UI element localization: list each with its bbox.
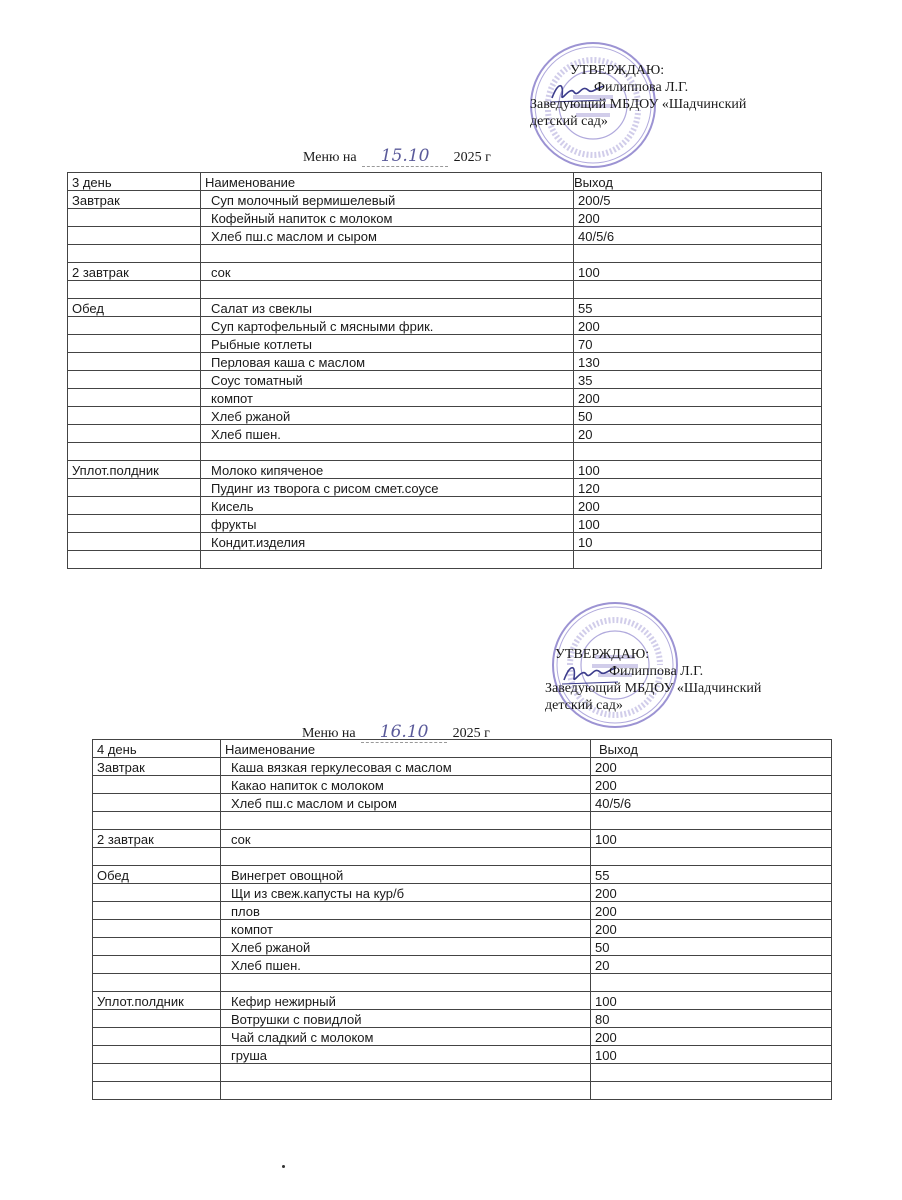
cell-dish bbox=[221, 1064, 591, 1082]
cell-dish bbox=[201, 245, 574, 263]
table-row bbox=[68, 425, 822, 443]
table-row bbox=[93, 830, 832, 848]
cell-meal bbox=[68, 281, 201, 299]
table-row bbox=[93, 794, 832, 812]
cell-output: 100 bbox=[591, 1046, 832, 1064]
cell-output: 200/5 bbox=[574, 191, 822, 209]
table-row bbox=[93, 920, 832, 938]
cell-meal: Обед bbox=[68, 299, 201, 317]
cell-dish bbox=[201, 443, 574, 461]
cell-meal bbox=[93, 884, 221, 902]
cell-output: 200 bbox=[591, 902, 832, 920]
cell-output: 200 bbox=[574, 497, 822, 515]
table-row bbox=[68, 461, 822, 479]
cell-dish: сок bbox=[201, 263, 574, 281]
approval-position-line2: детский сад» bbox=[530, 114, 608, 129]
table-header bbox=[68, 173, 822, 191]
cell-dish: Какао напиток с молоком bbox=[221, 776, 591, 794]
cell-dish: фрукты bbox=[201, 515, 574, 533]
cell-meal bbox=[93, 848, 221, 866]
table-row bbox=[68, 371, 822, 389]
cell-output bbox=[591, 812, 832, 830]
cell-meal bbox=[93, 794, 221, 812]
cell-output bbox=[591, 1064, 832, 1082]
cell-meal bbox=[68, 209, 201, 227]
approval-signer: Филиппова Л.Г. bbox=[609, 664, 704, 679]
cell-dish bbox=[221, 974, 591, 992]
table-row bbox=[93, 956, 832, 974]
cell-meal: Уплот.полдник bbox=[68, 461, 201, 479]
table-row bbox=[68, 209, 822, 227]
table-row bbox=[68, 515, 822, 533]
table-row bbox=[93, 1064, 832, 1082]
table-row bbox=[68, 281, 822, 299]
approval-block-1 bbox=[530, 62, 746, 130]
header-name: Наименование bbox=[201, 173, 574, 191]
cell-meal: Обед bbox=[93, 866, 221, 884]
cell-meal: 2 завтрак bbox=[68, 263, 201, 281]
cell-meal bbox=[68, 533, 201, 551]
menu-prefix: Меню на bbox=[302, 726, 356, 741]
table-row bbox=[68, 353, 822, 371]
cell-output bbox=[591, 848, 832, 866]
table-row bbox=[93, 848, 832, 866]
table-row bbox=[68, 479, 822, 497]
table-row bbox=[68, 245, 822, 263]
cell-dish: компот bbox=[201, 389, 574, 407]
table-row bbox=[93, 1010, 832, 1028]
table-row bbox=[68, 407, 822, 425]
table-header bbox=[93, 740, 832, 758]
cell-output: 35 bbox=[574, 371, 822, 389]
cell-meal bbox=[68, 335, 201, 353]
cell-meal bbox=[93, 938, 221, 956]
cell-output: 50 bbox=[591, 938, 832, 956]
cell-output: 200 bbox=[591, 776, 832, 794]
cell-dish bbox=[201, 281, 574, 299]
cell-meal: Завтрак bbox=[68, 191, 201, 209]
table-row bbox=[68, 317, 822, 335]
cell-output: 120 bbox=[574, 479, 822, 497]
table-row bbox=[68, 299, 822, 317]
table-row bbox=[93, 884, 832, 902]
cell-output: 200 bbox=[574, 317, 822, 335]
cell-output bbox=[574, 551, 822, 569]
cell-meal bbox=[68, 407, 201, 425]
cell-dish: сок bbox=[221, 830, 591, 848]
table-row bbox=[93, 992, 832, 1010]
cell-output bbox=[591, 974, 832, 992]
cell-meal: 2 завтрак bbox=[93, 830, 221, 848]
cell-dish: Хлеб пшен. bbox=[201, 425, 574, 443]
table-row bbox=[93, 974, 832, 992]
menu-title-1 bbox=[303, 146, 491, 167]
cell-dish: Кефир нежирный bbox=[221, 992, 591, 1010]
menu-date: 16.10 bbox=[361, 722, 447, 743]
table-row bbox=[68, 551, 822, 569]
cell-output: 100 bbox=[591, 830, 832, 848]
table-row bbox=[68, 497, 822, 515]
cell-dish bbox=[221, 812, 591, 830]
approval-title: УТВЕРЖДАЮ: bbox=[555, 647, 650, 662]
table-row bbox=[93, 758, 832, 776]
cell-output: 55 bbox=[574, 299, 822, 317]
cell-output: 200 bbox=[591, 920, 832, 938]
table-row bbox=[68, 335, 822, 353]
header-name: Наименование bbox=[221, 740, 591, 758]
table-row bbox=[68, 263, 822, 281]
cell-dish bbox=[221, 1082, 591, 1100]
cell-dish: Салат из свеклы bbox=[201, 299, 574, 317]
cell-output bbox=[574, 443, 822, 461]
cell-dish: Соус томатный bbox=[201, 371, 574, 389]
cell-meal bbox=[93, 1028, 221, 1046]
cell-meal bbox=[68, 317, 201, 335]
cell-output: 100 bbox=[574, 263, 822, 281]
table-row bbox=[68, 443, 822, 461]
cell-dish: Кофейный напиток с молоком bbox=[201, 209, 574, 227]
cell-meal bbox=[68, 515, 201, 533]
cell-meal bbox=[93, 974, 221, 992]
cell-output: 20 bbox=[574, 425, 822, 443]
table-row bbox=[93, 1046, 832, 1064]
approval-block-2 bbox=[545, 646, 761, 714]
cell-output: 55 bbox=[591, 866, 832, 884]
cell-meal bbox=[68, 371, 201, 389]
cell-dish: Хлеб пшен. bbox=[221, 956, 591, 974]
table-row bbox=[68, 191, 822, 209]
cell-meal bbox=[68, 389, 201, 407]
cell-output: 100 bbox=[574, 461, 822, 479]
header-day: 4 день bbox=[93, 740, 221, 758]
menu-year: 2025 г bbox=[452, 726, 490, 741]
cell-meal: Завтрак bbox=[93, 758, 221, 776]
cell-output: 200 bbox=[591, 758, 832, 776]
cell-dish: Хлеб ржаной bbox=[221, 938, 591, 956]
cell-dish: плов bbox=[221, 902, 591, 920]
cell-dish: Щи из свеж.капусты на кур/б bbox=[221, 884, 591, 902]
table-row bbox=[93, 776, 832, 794]
cell-dish: Молоко кипяченое bbox=[201, 461, 574, 479]
table-row bbox=[93, 902, 832, 920]
cell-meal bbox=[68, 425, 201, 443]
table-row bbox=[93, 938, 832, 956]
cell-output: 100 bbox=[574, 515, 822, 533]
cell-dish: Винегрет овощной bbox=[221, 866, 591, 884]
cell-dish: Каша вязкая геркулесовая с маслом bbox=[221, 758, 591, 776]
cell-meal bbox=[68, 497, 201, 515]
cell-meal bbox=[68, 245, 201, 263]
cell-dish bbox=[221, 848, 591, 866]
cell-output: 200 bbox=[591, 1028, 832, 1046]
cell-output: 200 bbox=[574, 209, 822, 227]
cell-output: 70 bbox=[574, 335, 822, 353]
cell-output: 200 bbox=[574, 389, 822, 407]
cell-dish bbox=[201, 551, 574, 569]
header-output: Выход bbox=[591, 740, 832, 758]
cell-meal bbox=[93, 920, 221, 938]
cell-output: 130 bbox=[574, 353, 822, 371]
cell-dish: Хлеб пш.с маслом и сыром bbox=[221, 794, 591, 812]
cell-dish: Перловая каша с маслом bbox=[201, 353, 574, 371]
cell-meal bbox=[93, 1010, 221, 1028]
approval-title: УТВЕРЖДАЮ: bbox=[570, 63, 665, 78]
cell-dish: груша bbox=[221, 1046, 591, 1064]
cell-meal bbox=[68, 443, 201, 461]
cell-dish: Суп картофельный с мясными фрик. bbox=[201, 317, 574, 335]
cell-dish: компот bbox=[221, 920, 591, 938]
approval-signer: Филиппова Л.Г. bbox=[594, 80, 689, 95]
menu-year: 2025 г bbox=[453, 150, 491, 165]
cell-output: 40/5/6 bbox=[574, 227, 822, 245]
cell-output: 80 bbox=[591, 1010, 832, 1028]
cell-output bbox=[591, 1082, 832, 1100]
cell-meal bbox=[68, 551, 201, 569]
approval-position: Заведующий МБДОУ «Шадчинский bbox=[530, 97, 747, 112]
header-day: 3 день bbox=[68, 173, 201, 191]
table-row bbox=[93, 812, 832, 830]
cell-meal bbox=[68, 227, 201, 245]
cell-meal bbox=[93, 776, 221, 794]
approval-position-line2: детский сад» bbox=[545, 698, 623, 713]
cell-meal bbox=[68, 353, 201, 371]
cell-dish: Хлеб пш.с маслом и сыром bbox=[201, 227, 574, 245]
cell-meal bbox=[93, 812, 221, 830]
cell-meal bbox=[93, 1082, 221, 1100]
cell-dish: Рыбные котлеты bbox=[201, 335, 574, 353]
cell-dish: Хлеб ржаной bbox=[201, 407, 574, 425]
menu-table-day-4 bbox=[92, 739, 832, 1100]
cell-output: 200 bbox=[591, 884, 832, 902]
table-row bbox=[93, 866, 832, 884]
cell-dish: Кисель bbox=[201, 497, 574, 515]
cell-output: 40/5/6 bbox=[591, 794, 832, 812]
cell-output: 50 bbox=[574, 407, 822, 425]
cell-meal bbox=[93, 956, 221, 974]
menu-prefix: Меню на bbox=[303, 150, 357, 165]
cell-meal: Уплот.полдник bbox=[93, 992, 221, 1010]
approval-position: Заведующий МБДОУ «Шадчинский bbox=[545, 681, 762, 696]
cell-dish: Кондит.изделия bbox=[201, 533, 574, 551]
cell-meal bbox=[93, 1046, 221, 1064]
table-row bbox=[93, 1082, 832, 1100]
table-row bbox=[68, 389, 822, 407]
menu-date: 15.10 bbox=[362, 146, 448, 167]
cell-dish: Пудинг из творога с рисом смет.соусе bbox=[201, 479, 574, 497]
cell-dish: Чай сладкий с молоком bbox=[221, 1028, 591, 1046]
header-output: Выход bbox=[574, 173, 822, 191]
cell-output bbox=[574, 281, 822, 299]
cell-meal bbox=[68, 479, 201, 497]
table-row bbox=[68, 227, 822, 245]
cell-output: 100 bbox=[591, 992, 832, 1010]
cell-dish: Суп молочный вермишелевый bbox=[201, 191, 574, 209]
cell-meal bbox=[93, 1064, 221, 1082]
scan-speck bbox=[282, 1165, 285, 1168]
table-row bbox=[68, 533, 822, 551]
cell-output bbox=[574, 245, 822, 263]
menu-table-day-3 bbox=[67, 172, 822, 569]
cell-output: 10 bbox=[574, 533, 822, 551]
cell-output: 20 bbox=[591, 956, 832, 974]
cell-meal bbox=[93, 902, 221, 920]
cell-dish: Вотрушки с повидлой bbox=[221, 1010, 591, 1028]
table-row bbox=[93, 1028, 832, 1046]
